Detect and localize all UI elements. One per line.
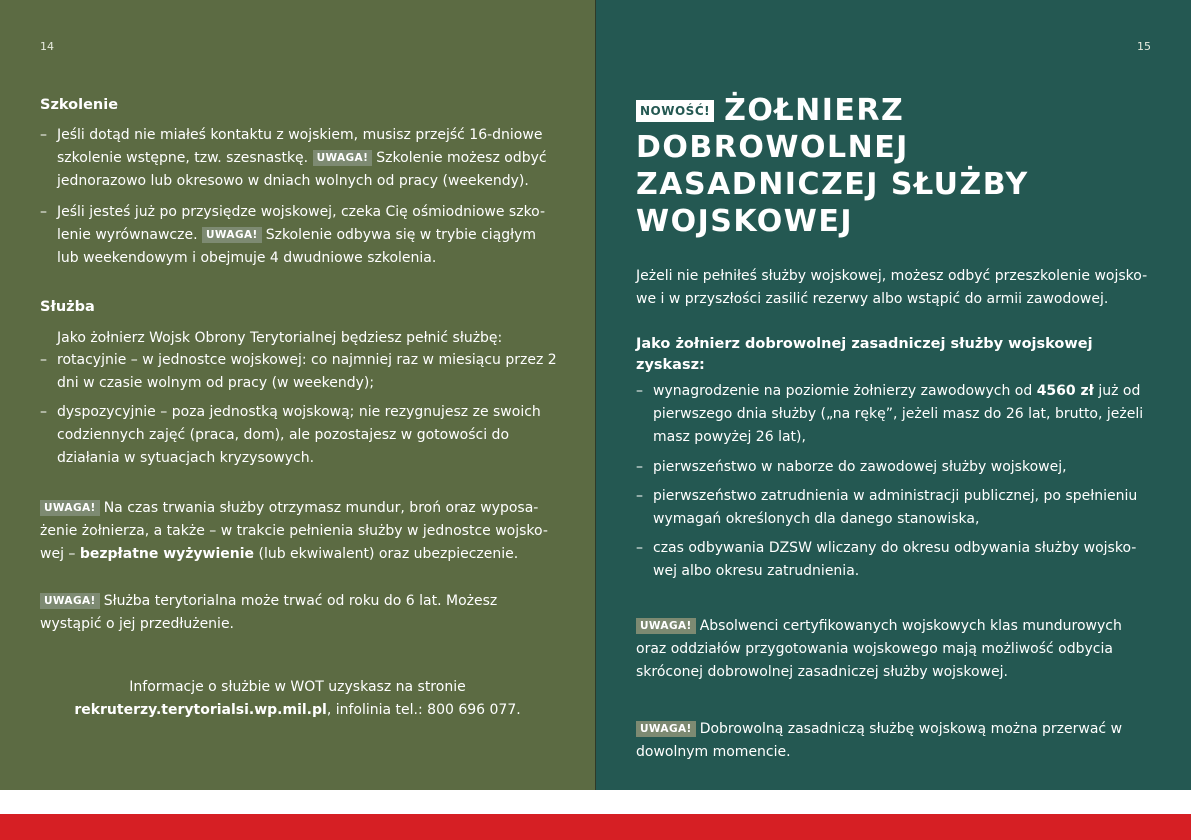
- recruitment-website-link[interactable]: rekruterzy.terytorialsi.wp.mil.pl: [74, 702, 327, 718]
- benefit-item-4-text: czas odbywania DZSW wliczany do okresu odbywania służby wojsko- wej albo okresu zatrudnienia.: [653, 540, 1137, 579]
- bullet-dash: –: [40, 352, 47, 368]
- new-badge: NOWOŚĆ!: [636, 100, 714, 122]
- benefit-item-1: [636, 380, 1156, 449]
- benefit-item-2: [636, 456, 1156, 479]
- bullet-dash: –: [636, 383, 643, 399]
- bullet-dash: –: [40, 404, 47, 420]
- interruption-note-text: Dobrowolną zasadniczą służbę wojskową można przerwać w dowolnym momencie.: [636, 721, 1123, 760]
- bullet-dash: –: [636, 459, 643, 475]
- bullet-dash: –: [636, 488, 643, 504]
- title-line-2: DOBROWOLNEJ: [636, 130, 909, 165]
- training-item-1: [40, 124, 560, 193]
- service-item-1: [40, 349, 560, 395]
- graduates-note: [636, 615, 1156, 684]
- uwaga-badge: UWAGA!: [313, 150, 373, 166]
- right-intro: Jeżeli nie pełniłeś służby wojskowej, możesz odbyć przeszkolenie wojsko- we i w przyszłości zasilić rezerwy albo wstąpić do armii zawodowej.: [636, 268, 1148, 307]
- benefit-item-1-text-a: wynagrodzenie na poziomie żołnierzy zawodowych od: [653, 383, 1033, 399]
- training-item-2-text-b: Szkolenie odbywa się w trybie ciągłym lub weekendowym i obejmuje 4 dwudniowe szkolenia.: [57, 227, 537, 266]
- benefit-item-1-text-b: już od pierwszego dnia służby („na rękę”, jeżeli masz do 26 lat, brutto, jeżeli masz powyżej 26 lat),: [653, 383, 1144, 445]
- service-item-1-text: rotacyjnie – w jednostce wojskowej: co najmniej raz w miesiącu przez 2 dni w czasie wolnym od pracy (w weekendy);: [57, 352, 557, 391]
- service-intro: Jako żołnierz Wojsk Obrony Terytorialnej będziesz pełnić służbę:: [57, 330, 503, 346]
- uwaga-badge: UWAGA!: [202, 227, 262, 243]
- training-item-2: [40, 201, 560, 270]
- training-item-1-text-a: Jeśli dotąd nie miałeś kontaktu z wojskiem, musisz przejść 16-dniowe szkolenie wstępne, tzw. szesnastkę.: [57, 127, 543, 166]
- benefits-heading: Jako żołnierz dobrowolnej zasadniczej służby wojskowej zyskasz:: [636, 336, 1093, 373]
- benefit-item-3: [636, 485, 1156, 531]
- uwaga-badge: UWAGA!: [636, 618, 696, 634]
- contact-info-line1: Informacje o służbie w WOT uzyskasz na stronie: [129, 679, 466, 695]
- equipment-note: [40, 497, 555, 566]
- interruption-note: [636, 718, 1156, 764]
- title-line-1: [636, 92, 1176, 129]
- bullet-dash: –: [40, 204, 47, 220]
- service-heading: Służba: [40, 299, 95, 315]
- uwaga-badge: UWAGA!: [40, 500, 100, 516]
- page-number: 15: [1137, 40, 1151, 53]
- title-line-3: ZASADNICZEJ SŁUŻBY: [636, 167, 1029, 202]
- benefit-item-2-text: pierwszeństwo w naborze do zawodowej służby wojskowej,: [653, 459, 1067, 475]
- page-title: [636, 92, 1176, 240]
- free-meals-emphasis: bezpłatne wyżywienie: [79, 546, 255, 562]
- bullet-dash: –: [636, 540, 643, 556]
- contact-info-phone: , infolinia tel.: 800 696 077.: [326, 702, 521, 718]
- benefit-item-3-text: pierwszeństwo zatrudnienia w administracji publicznej, po spełnieniu wymagań określonych dla danego stanowiska,: [653, 488, 1138, 527]
- training-item-2-text-a: Jeśli jesteś już po przysiędze wojskowej, czeka Cię ośmiodniowe szko- lenie wyrównawcze.: [57, 204, 546, 243]
- page-number: 14: [40, 40, 54, 53]
- equipment-note-text-a: Na czas trwania służby otrzymasz mundur, broń oraz wyposa- żenie żołnierza, a także – w trakcie pełnienia służby w jednostce wojsko- wej –: [40, 500, 548, 562]
- service-item-2-text: dyspozycyjnie – poza jednostką wojskową; nie rezygnujesz ze swoich codziennych zajęć (praca, dom), ale pozostajesz w gotowości do działania w sytuacjach kryzysowych.: [57, 404, 541, 466]
- training-heading: Szkolenie: [40, 97, 119, 113]
- uwaga-badge: UWAGA!: [40, 593, 100, 609]
- left-page: [0, 0, 595, 790]
- bullet-dash: –: [40, 127, 47, 143]
- benefit-item-4: [636, 537, 1156, 583]
- training-item-1-text-b: Szkolenie możesz odbyć jednorazowo lub okresowo w dniach wolnych od pracy (weekendy).: [57, 150, 547, 189]
- service-item-2: [40, 401, 560, 470]
- duration-note: [40, 590, 555, 636]
- title-line-4: WOJSKOWEJ: [636, 204, 854, 239]
- uwaga-badge: UWAGA!: [636, 721, 696, 737]
- contact-info: [40, 676, 555, 722]
- graduates-note-text: Absolwenci certyfikowanych wojskowych klas mundurowych oraz oddziałów przygotowania wojskowego mają możliwość odbycia skróconej dobrowolnej zasadniczej służby wojskowej.: [636, 618, 1122, 680]
- equipment-note-text-b: (lub ekwiwalent) oraz ubezpieczenie.: [258, 546, 519, 562]
- title-line-1-text: ŻOŁNIERZ: [724, 93, 905, 128]
- salary-amount: 4560 zł: [1036, 383, 1094, 399]
- footer-red-band: [0, 814, 1191, 840]
- duration-note-text: Służba terytorialna może trwać od roku do 6 lat. Możesz wystąpić o jej przedłużenie.: [40, 593, 498, 632]
- footer-white-band: [0, 790, 1191, 814]
